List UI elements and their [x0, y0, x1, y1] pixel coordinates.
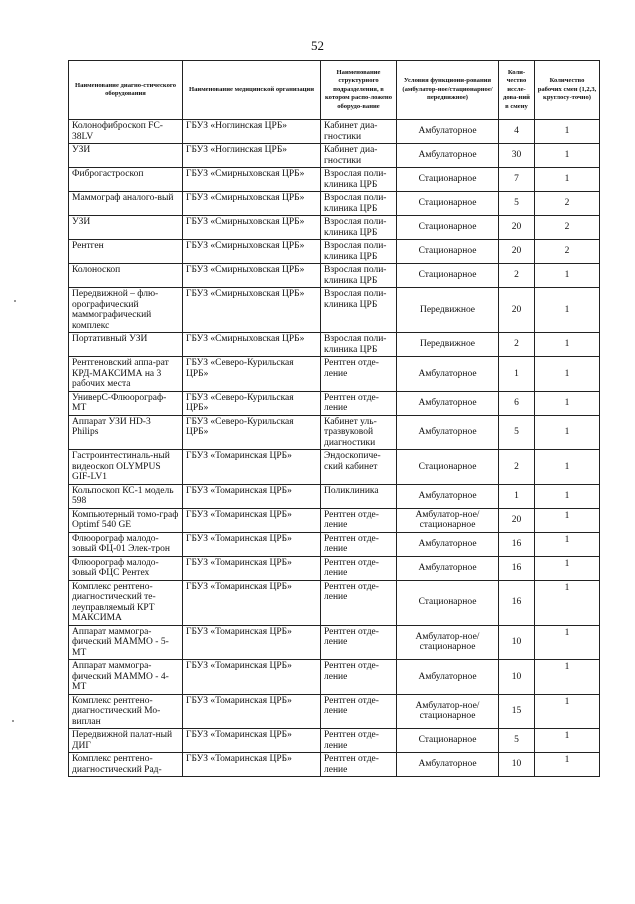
cell-studies: 1 [499, 484, 535, 508]
table-row [69, 532, 600, 556]
cell-equipment: Компьютерный томо-граф Optimf 540 GE [69, 508, 183, 532]
cell-studies: 16 [499, 532, 535, 556]
cell-organization: ГБУЗ «Томаринская ЦРБ» [183, 660, 321, 695]
cell-organization: ГБУЗ «Томаринская ЦРБ» [183, 556, 321, 580]
cell-studies: 16 [499, 580, 535, 625]
cell-shifts: 1 [535, 556, 600, 580]
cell-organization: ГБУЗ «Томаринская ЦРБ» [183, 694, 321, 729]
cell-shifts: 2 [535, 216, 600, 240]
cell-unit: Рентген отде-ление [321, 391, 397, 415]
table-row [69, 694, 600, 729]
cell-conditions: Амбулаторное [397, 660, 499, 695]
cell-unit: Рентген отде-ление [321, 357, 397, 392]
cell-equipment: Аппарат маммогра-фический МАММО - 5-МТ [69, 625, 183, 660]
cell-shifts: 1 [535, 357, 600, 392]
cell-conditions: Амбулаторное [397, 357, 499, 392]
table-row [69, 508, 600, 532]
cell-unit: Рентген отде-ление [321, 532, 397, 556]
cell-shifts: 1 [535, 120, 600, 144]
cell-organization: ГБУЗ «Томаринская ЦРБ» [183, 753, 321, 777]
table-row [69, 625, 600, 660]
cell-shifts: 1 [535, 264, 600, 288]
table-row [69, 660, 600, 695]
cell-studies: 2 [499, 450, 535, 485]
table-row [69, 120, 600, 144]
cell-equipment: Колоноскоп [69, 264, 183, 288]
cell-unit: Рентген отде-ление [321, 694, 397, 729]
cell-organization: ГБУЗ «Северо-Курильская ЦРБ» [183, 391, 321, 415]
table-row [69, 333, 600, 357]
cell-conditions: Стационарное [397, 729, 499, 753]
table-row [69, 192, 600, 216]
table-row [69, 288, 600, 333]
cell-organization: ГБУЗ «Смирныховская ЦРБ» [183, 288, 321, 333]
cell-unit: Взрослая поли-клиника ЦРБ [321, 240, 397, 264]
cell-shifts: 1 [535, 450, 600, 485]
cell-studies: 20 [499, 216, 535, 240]
cell-conditions: Передвижное [397, 333, 499, 357]
cell-conditions: Амбулаторное [397, 120, 499, 144]
cell-shifts: 1 [535, 625, 600, 660]
cell-shifts: 1 [535, 288, 600, 333]
cell-studies: 20 [499, 240, 535, 264]
cell-shifts: 1 [535, 753, 600, 777]
cell-conditions: Амбулаторное [397, 532, 499, 556]
table-body [69, 120, 600, 777]
cell-organization: ГБУЗ «Смирныховская ЦРБ» [183, 333, 321, 357]
cell-equipment: УЗИ [69, 216, 183, 240]
cell-equipment: Аппарат УЗИ HD-3 Philips [69, 415, 183, 450]
table-row [69, 450, 600, 485]
table-header-row [69, 61, 600, 120]
cell-equipment: Колонофиброскоп FC-38LV [69, 120, 183, 144]
cell-unit: Кабинет диа-гностики [321, 144, 397, 168]
cell-organization: ГБУЗ «Ноглинская ЦРБ» [183, 120, 321, 144]
cell-shifts: 1 [535, 694, 600, 729]
cell-conditions: Амбулаторное [397, 556, 499, 580]
page-number: 52 [311, 38, 324, 53]
cell-organization: ГБУЗ «Томаринская ЦРБ» [183, 450, 321, 485]
cell-organization: ГБУЗ «Смирныховская ЦРБ» [183, 264, 321, 288]
header-studies: Коли-чество иссле-дова-ний в смену [499, 61, 535, 120]
cell-studies: 30 [499, 144, 535, 168]
cell-studies: 16 [499, 556, 535, 580]
cell-studies: 15 [499, 694, 535, 729]
cell-unit: Рентген отде-ление [321, 556, 397, 580]
table-row [69, 580, 600, 625]
table-row [69, 391, 600, 415]
cell-shifts: 1 [535, 168, 600, 192]
cell-studies: 10 [499, 753, 535, 777]
header-organization: Наименование медицинской организации [183, 61, 321, 120]
cell-studies: 20 [499, 508, 535, 532]
cell-organization: ГБУЗ «Смирныховская ЦРБ» [183, 240, 321, 264]
table-row [69, 484, 600, 508]
cell-studies: 10 [499, 660, 535, 695]
cell-unit: Взрослая поли-клиника ЦРБ [321, 216, 397, 240]
table-row [69, 556, 600, 580]
cell-unit: Рентген отде-ление [321, 580, 397, 625]
cell-conditions: Амбулатор-ное/стационарное [397, 508, 499, 532]
cell-conditions: Амбулаторное [397, 415, 499, 450]
cell-shifts: 1 [535, 333, 600, 357]
table-row [69, 264, 600, 288]
cell-conditions: Амбулаторное [397, 144, 499, 168]
cell-equipment: Комплекс рентгено-диагностический Рад- [69, 753, 183, 777]
cell-studies: 5 [499, 192, 535, 216]
cell-conditions: Стационарное [397, 580, 499, 625]
scan-speck [14, 300, 16, 302]
cell-conditions: Амбулаторное [397, 484, 499, 508]
cell-conditions: Амбулатор-ное/стационарное [397, 694, 499, 729]
cell-equipment: УЗИ [69, 144, 183, 168]
cell-organization: ГБУЗ «Северо-Курильская ЦРБ» [183, 415, 321, 450]
table-row [69, 729, 600, 753]
table-row [69, 415, 600, 450]
cell-conditions: Амбулатор-ное/стационарное [397, 625, 499, 660]
cell-equipment: УниверС-Флюорограф-МТ [69, 391, 183, 415]
cell-shifts: 1 [535, 144, 600, 168]
cell-studies: 2 [499, 333, 535, 357]
cell-conditions: Стационарное [397, 264, 499, 288]
cell-unit: Поликлиника [321, 484, 397, 508]
cell-organization: ГБУЗ «Смирныховская ЦРБ» [183, 192, 321, 216]
cell-studies: 5 [499, 729, 535, 753]
cell-equipment: Передвижной – флю-орографический маммографический комплекс [69, 288, 183, 333]
cell-equipment: Маммограф аналого-вый [69, 192, 183, 216]
cell-shifts: 1 [535, 729, 600, 753]
cell-shifts: 1 [535, 484, 600, 508]
cell-organization: ГБУЗ «Смирныховская ЦРБ» [183, 168, 321, 192]
cell-shifts: 1 [535, 391, 600, 415]
table-row [69, 357, 600, 392]
cell-unit: Взрослая поли-клиника ЦРБ [321, 333, 397, 357]
cell-unit: Взрослая поли-клиника ЦРБ [321, 264, 397, 288]
cell-equipment: Флюорограф малодо-зовый ФЦ-01 Элек-трон [69, 532, 183, 556]
cell-conditions: Амбулаторное [397, 753, 499, 777]
table-row [69, 216, 600, 240]
cell-organization: ГБУЗ «Томаринская ЦРБ» [183, 508, 321, 532]
cell-conditions: Стационарное [397, 168, 499, 192]
cell-conditions: Амбулаторное [397, 391, 499, 415]
header-unit: Наименование структурного подразделения, в котором распо-ложено оборудо-вание [321, 61, 397, 120]
cell-unit: Кабинет уль-тразвуковой диагностики [321, 415, 397, 450]
cell-studies: 1 [499, 357, 535, 392]
cell-studies: 5 [499, 415, 535, 450]
cell-conditions: Стационарное [397, 450, 499, 485]
cell-studies: 10 [499, 625, 535, 660]
cell-shifts: 1 [535, 580, 600, 625]
cell-equipment: Флюорограф малодо-зовый ФЦС Рентех [69, 556, 183, 580]
cell-unit: Рентген отде-ление [321, 729, 397, 753]
cell-organization: ГБУЗ «Томаринская ЦРБ» [183, 580, 321, 625]
cell-equipment: Комплекс рентгено-диагностический Мо-виплан [69, 694, 183, 729]
cell-conditions: Стационарное [397, 192, 499, 216]
cell-conditions: Стационарное [397, 240, 499, 264]
cell-unit: Взрослая поли-клиника ЦРБ [321, 288, 397, 333]
cell-unit: Рентген отде-ление [321, 625, 397, 660]
cell-studies: 2 [499, 264, 535, 288]
cell-equipment: Комплекс рентгено-диагностический те-леуправляемый КРТ МАКСИМА [69, 580, 183, 625]
cell-equipment: Рентген [69, 240, 183, 264]
header-shifts: Количество рабочих смен (1,2,3, круглосу-точно) [535, 61, 600, 120]
cell-equipment: Гастроинтестиналь-ный видеоскоп OLYMPUS GIF-LV1 [69, 450, 183, 485]
cell-unit: Рентген отде-ление [321, 753, 397, 777]
cell-organization: ГБУЗ «Томаринская ЦРБ» [183, 729, 321, 753]
cell-equipment: Портативный УЗИ [69, 333, 183, 357]
cell-shifts: 1 [535, 415, 600, 450]
cell-organization: ГБУЗ «Северо-Курильская ЦРБ» [183, 357, 321, 392]
scan-speck [12, 720, 14, 722]
cell-studies: 7 [499, 168, 535, 192]
cell-equipment: Кольпоскоп КС-1 модель 598 [69, 484, 183, 508]
header-conditions: Условия функциони-рования (амбулатор-ное/стационарное/ передвижное) [397, 61, 499, 120]
cell-unit: Эндоскопиче-ский кабинет [321, 450, 397, 485]
cell-organization: ГБУЗ «Смирныховская ЦРБ» [183, 216, 321, 240]
cell-studies: 20 [499, 288, 535, 333]
table-row [69, 240, 600, 264]
cell-shifts: 1 [535, 532, 600, 556]
header-equipment: Наименование диагно-стического оборудования [69, 61, 183, 120]
cell-unit: Рентген отде-ление [321, 660, 397, 695]
cell-shifts: 1 [535, 508, 600, 532]
cell-organization: ГБУЗ «Томаринская ЦРБ» [183, 532, 321, 556]
cell-organization: ГБУЗ «Томаринская ЦРБ» [183, 625, 321, 660]
cell-shifts: 1 [535, 660, 600, 695]
cell-shifts: 2 [535, 240, 600, 264]
cell-equipment: Передвижной палат-ный ДИГ [69, 729, 183, 753]
cell-organization: ГБУЗ «Ноглинская ЦРБ» [183, 144, 321, 168]
cell-studies: 6 [499, 391, 535, 415]
cell-conditions: Передвижное [397, 288, 499, 333]
cell-unit: Рентген отде-ление [321, 508, 397, 532]
cell-unit: Кабинет диа-гностики [321, 120, 397, 144]
cell-unit: Взрослая поли-клиника ЦРБ [321, 168, 397, 192]
cell-organization: ГБУЗ «Томаринская ЦРБ» [183, 484, 321, 508]
table-row [69, 144, 600, 168]
cell-equipment: Рентгеновский аппа-рат КРД-МАКСИМА на 3 рабочих места [69, 357, 183, 392]
table-row [69, 753, 600, 777]
cell-shifts: 2 [535, 192, 600, 216]
cell-studies: 4 [499, 120, 535, 144]
table-row [69, 168, 600, 192]
equipment-table [68, 60, 600, 777]
cell-equipment: Фиброгастроскоп [69, 168, 183, 192]
cell-conditions: Стационарное [397, 216, 499, 240]
cell-unit: Взрослая поли-клиника ЦРБ [321, 192, 397, 216]
cell-equipment: Аппарат маммогра-фический МАММО - 4-МТ [69, 660, 183, 695]
